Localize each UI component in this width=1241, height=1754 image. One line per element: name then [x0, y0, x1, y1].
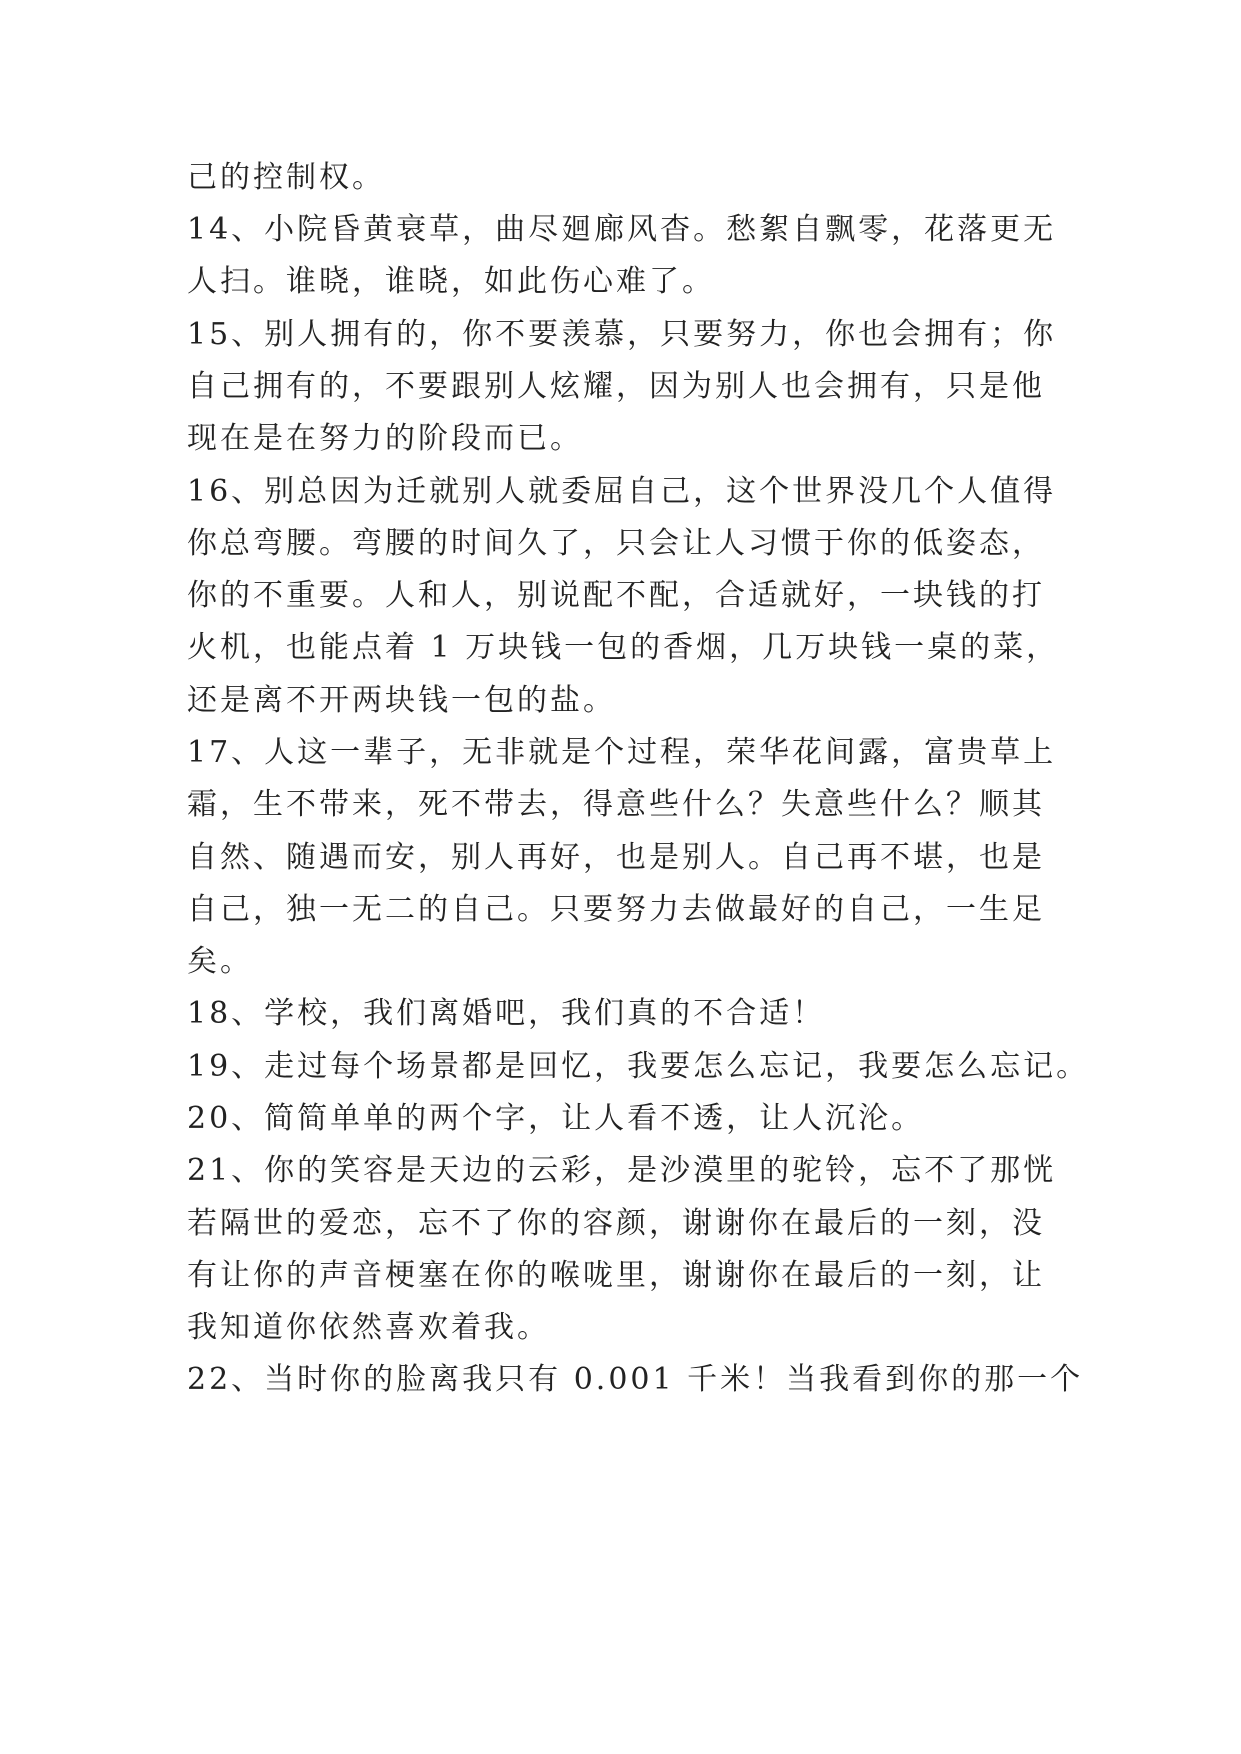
text-line: 16、别总因为迁就别人就委屈自己，这个世界没几个人值得 [187, 474, 1057, 509]
text-line: 火机，也能点着 1 万块钱一包的香烟，几万块钱一桌的菜， [187, 630, 1060, 665]
text-line: 你的不重要。人和人，别说配不配，合适就好，一块钱的打 [187, 578, 1045, 613]
text-line: 霜，生不带来，死不带去，得意些什么？失意些什么？顺其 [187, 787, 1045, 822]
text-line: 22、当时你的脸离我只有 0.001 千米！当我看到你的那一个 [187, 1362, 1084, 1397]
text-line: 人扫。谁晓，谁晓，如此伤心难了。 [187, 264, 715, 299]
text-line: 17、人这一辈子，无非就是个过程，荣华花间露，富贵草上 [187, 735, 1057, 770]
text-line: 自己拥有的，不要跟别人炫耀，因为别人也会拥有，只是他 [187, 369, 1045, 404]
text-line: 矣。 [187, 944, 253, 979]
text-line: 你总弯腰。弯腰的时间久了，只会让人习惯于你的低姿态， [187, 526, 1045, 561]
text-line: 自然、随遇而安，别人再好，也是别人。自己再不堪，也是 [187, 840, 1045, 875]
text-line: 21、你的笑容是天边的云彩，是沙漠里的驼铃，忘不了那恍 [187, 1153, 1057, 1188]
text-line: 18、学校，我们离婚吧，我们真的不合适！ [187, 996, 826, 1031]
text-line: 有让你的声音梗塞在你的喉咙里，谢谢你在最后的一刻，让 [187, 1258, 1045, 1293]
text-line: 自己，独一无二的自己。只要努力去做最好的自己，一生足 [187, 892, 1045, 927]
text-line: 还是离不开两块钱一包的盐。 [187, 683, 616, 718]
text-line: 现在是在努力的阶段而已。 [187, 421, 583, 456]
text-line: 若隔世的爱恋，忘不了你的容颜，谢谢你在最后的一刻，没 [187, 1206, 1045, 1241]
text-line: 我知道你依然喜欢着我。 [187, 1310, 550, 1345]
text-line: 己的控制权。 [187, 160, 385, 195]
text-line: 15、别人拥有的，你不要羡慕，只要努力，你也会拥有；你 [187, 317, 1057, 352]
text-line: 14、小院昏黄衰草，曲尽廻廊风杳。愁絮自飘零，花落更无 [187, 212, 1057, 247]
text-line: 20、简简单单的两个字，让人看不透，让人沉沦。 [187, 1101, 925, 1136]
text-line: 19、走过每个场景都是回忆，我要怎么忘记，我要怎么忘记。 [187, 1049, 1090, 1084]
